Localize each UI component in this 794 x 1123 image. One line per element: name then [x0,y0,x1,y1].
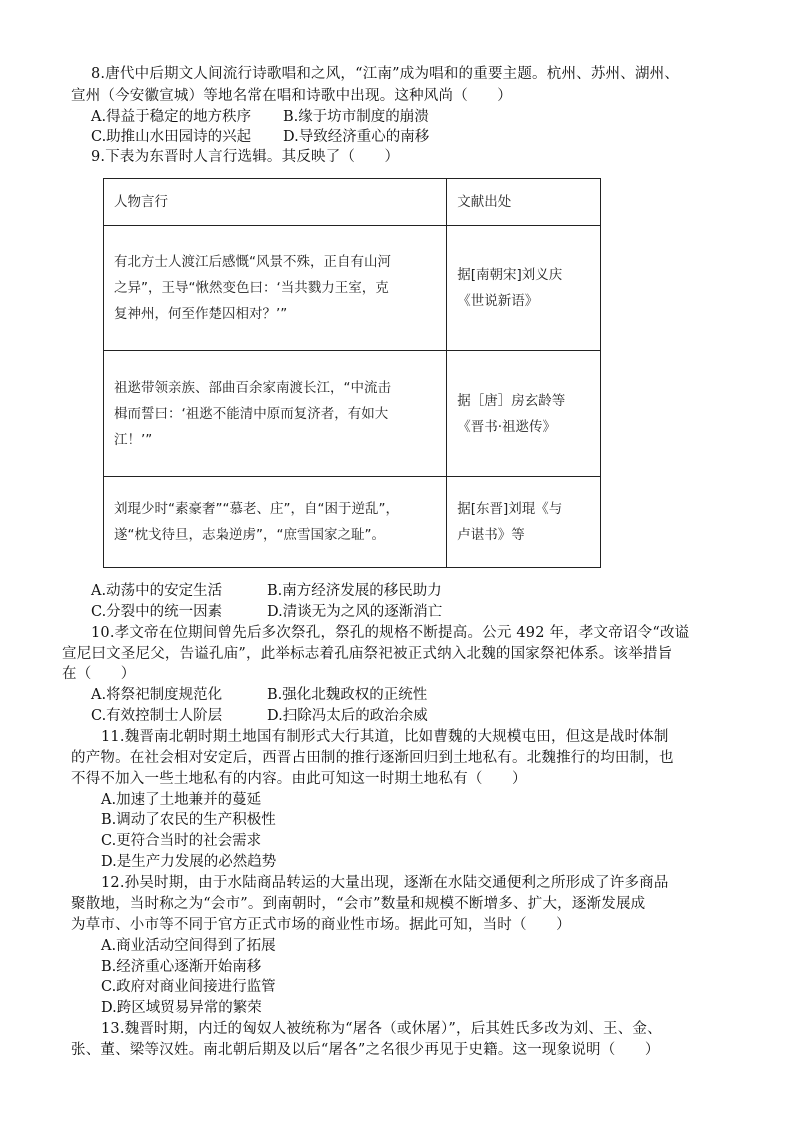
q12-option-d: D.跨区域贸易异常的繁荣 [101,1000,262,1016]
q12-stem-line1: 12.孙吴时期，由于水陆商品转运的大量出现，逐渐在水陆交通便利之所形成了许多商品 [101,875,669,891]
table-cell-quote [104,351,447,476]
q10-option-b: B.强化北魏政权的正统性 [267,687,428,703]
q10-stem-line2: 宣尼曰文圣尼父，告谥孔庙”，此举标志着孔庙祭祀被正式纳入北魏的国家祭祀体系。该举措旨 [62,646,673,662]
q9-option-b: B.南方经济发展的移民助力 [267,583,442,599]
q11-stem-line1: 11.魏晋南北朝时期土地国有制形式大行其道，比如曹魏的大规模屯田，但这是战时体制 [101,729,669,745]
q12-option-c: C.政府对商业间接进行监管 [101,979,276,995]
table-text-line: 复神州，何至作楚囚相对？’” [114,306,288,323]
table-text-line: 遂“枕戈待旦，志枭逆虏”，“庶雪国家之耻”。 [114,526,385,543]
table-row [104,351,601,476]
table-cell-source [447,351,601,476]
q11-option-c: C.更符合当时的社会需求 [101,833,262,849]
q9-option-c: C.分裂中的统一因素 [91,604,223,620]
q10-stem-line3: 在（ ） [62,666,136,682]
table-source-line: 《世说新语》 [457,293,539,310]
q8-option-c: C.助推山水田园诗的兴起 [91,129,252,145]
q12-option-a: A.商业活动空间得到了拓展 [101,938,276,954]
q11-stem-line2: 的产物。在社会相对安定后，西晋占田制的推行逐渐回归到土地私有。北魏推行的均田制，也 [71,750,674,766]
table-text-line: 楫而誓曰：‘祖逖不能清中原而复济者，有如大 [114,405,389,422]
table-source-line: 卢谌书》等 [457,526,525,543]
table-text-line: 之异”，王导“愀然变色曰：‘当共戮力王室，克 [114,280,389,297]
q13-stem-line1: 13.魏晋时期，内迁的匈奴人被统称为“屠各（或休屠）”，后其姓氏多改为刘、王、金、 [101,1021,662,1037]
table-source-line: 《晋书·祖逖传》 [457,418,557,435]
q10-stem-line1: 10.孝文帝在位期间曾先后多次祭孔，祭孔的规格不断提高。公元 492 年，孝文帝诏令“改谥 [91,625,690,641]
table-text-line: 有北方士人渡江后感慨“风景不殊，正自有山河 [114,254,391,271]
table-header-row [104,179,601,226]
table-source-line: 据[南朝宋]刘义庆 [457,267,563,284]
quote-table [103,178,601,568]
q8-option-a: A.得益于稳定的地方秩序 [91,109,252,125]
table-header-cell: 文献出处 [447,179,601,226]
q9-stem: 9.下表为东晋时人言行选辑。其反映了（ ） [91,149,400,165]
table-header-cell: 人物言行 [104,179,447,226]
q12-stem-line2: 聚散地，当时称之为“会市”。到南朝时，“会市”数量和规模不断增多、扩大，逐渐发展成 [71,896,646,912]
table-text-line: 刘琨少时“素豪奢”“慕老、庄”，自“困于逆乱”， [114,500,399,517]
table-cell-source [447,476,601,567]
q11-option-a: A.加速了土地兼并的蔓延 [101,792,262,808]
table-row [104,476,601,567]
table-cell-quote [104,476,447,567]
q10-option-d: D.扫除冯太后的政治余威 [267,708,428,724]
q10-option-c: C.有效控制士人阶层 [91,708,223,724]
q12-option-b: B.经济重心逐渐开始南移 [101,959,262,975]
q11-option-b: B.调动了农民的生产积极性 [101,812,276,828]
q9-option-d: D.清谈无为之风的逐渐消亡 [267,604,443,620]
q8-option-b: B.缘于坊市制度的崩溃 [283,109,429,125]
table-text-line: 祖逖带领亲族、部曲百余家南渡长江，“中流击 [114,379,391,396]
q11-stem-line3: 不得不加入一些土地私有的内容。由此可知这一时期土地私有（ ） [71,771,527,787]
q10-option-a: A.将祭祀制度规范化 [91,687,223,703]
q8-stem-line2: 宣州（今安徽宣城）等地名常在唱和诗歌中出现。这种风尚（ ） [71,88,512,104]
table-row [104,226,601,351]
table-source-line: 据[东晋]刘琨《与 [457,500,563,517]
table-text-line: 江！’” [114,431,153,448]
table-source-line: 据［唐］房玄龄等 [457,392,566,409]
table-cell-source [447,226,601,351]
q13-stem-line2: 张、董、梁等汉姓。南北朝后期及以后“屠各”之名很少再见于史籍。这一现象说明（ ） [71,1042,660,1058]
q9-option-a: A.动荡中的安定生活 [91,583,223,599]
q8-option-d: D.导致经济重心的南移 [283,129,430,145]
q8-stem-line1: 8.唐代中后期文人间流行诗歌唱和之风，“江南”成为唱和的重要主题。杭州、苏州、湖州、 [91,66,680,82]
table-cell-quote [104,226,447,351]
q12-stem-line3: 为草市、小市等不同于官方正式市场的商业性市场。据此可知，当时（ ） [71,917,571,933]
q11-option-d: D.是生产力发展的必然趋势 [101,854,277,870]
